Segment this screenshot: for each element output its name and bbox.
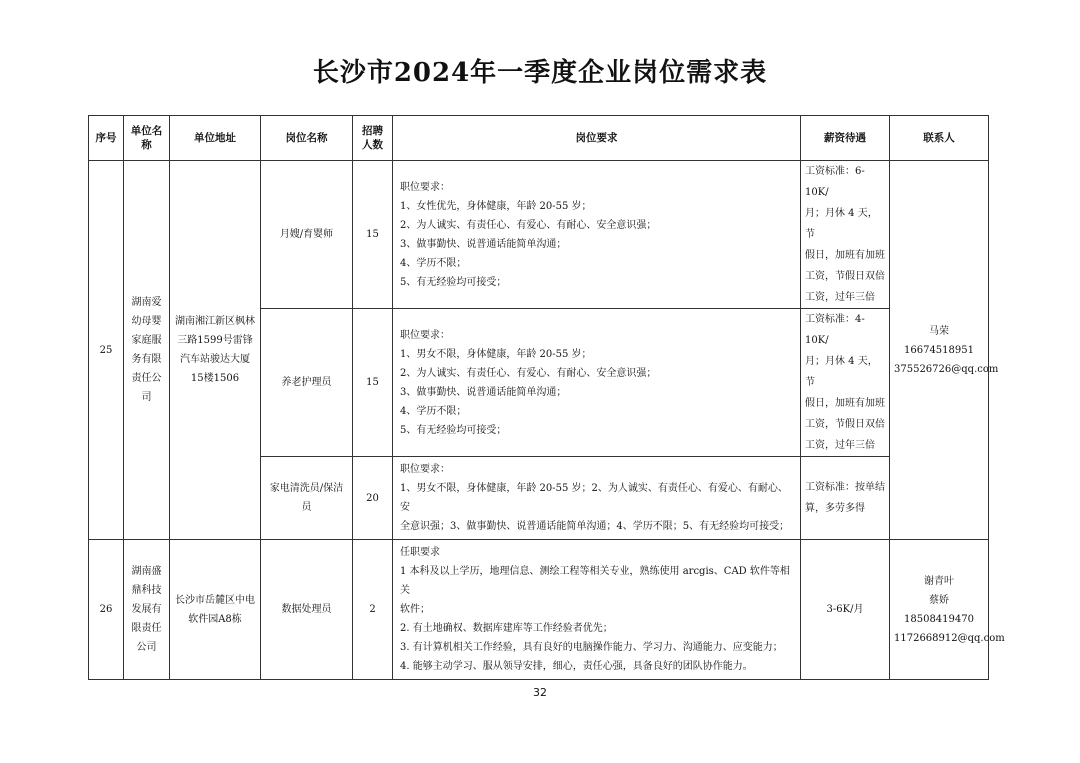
table-row bbox=[89, 161, 989, 309]
salary-line: 月；月休 4 天，节 bbox=[805, 356, 878, 388]
contact-name: 马荣 bbox=[929, 325, 949, 337]
req-line: 软件； bbox=[400, 604, 430, 615]
contact-name-2: 蔡娇 bbox=[929, 594, 949, 606]
salary-line: 工资，节假日双倍 bbox=[805, 271, 885, 282]
salary-line: 工资，过年三倍 bbox=[805, 440, 875, 451]
contact-phone: 18508419470 bbox=[904, 613, 974, 625]
req-line: 职位要求： bbox=[400, 464, 450, 475]
req-line: 3、做事勤快、说普通话能简单沟通； bbox=[400, 386, 567, 398]
cell-position: 月嫂/育婴师 bbox=[261, 161, 353, 309]
salary-line: 算，多劳多得 bbox=[805, 503, 865, 514]
header-count: 招聘人数 bbox=[353, 116, 393, 161]
cell-position: 数据处理员 bbox=[261, 540, 353, 680]
req-line: 4、学历不限； bbox=[400, 405, 467, 417]
req-line: 2、为人诚实、有责任心、有爱心、有耐心、安全意识强； bbox=[400, 367, 657, 379]
contact-name: 谢青叶 bbox=[924, 575, 954, 587]
cell-seq: 26 bbox=[89, 540, 124, 680]
salary-line: 工资，节假日双倍 bbox=[805, 419, 885, 430]
header-salary: 薪资待遇 bbox=[801, 116, 890, 161]
salary-line: 工资标准：按单结 bbox=[805, 482, 885, 493]
req-line: 全意识强；3、做事勤快、说普通话能简单沟通；4、学历不限；5、有无经验均可接受； bbox=[400, 521, 790, 532]
cell-count: 15 bbox=[353, 161, 393, 309]
cell-contact bbox=[890, 161, 999, 540]
header-seq: 序号 bbox=[89, 116, 124, 161]
req-line: 1、男女不限，身体健康，年龄 20-55 岁；2、为人诚实、有责任心、有爱心、有耐心、安 bbox=[400, 483, 788, 513]
page-title: 长沙市2024年一季度企业岗位需求表 bbox=[312, 58, 768, 88]
header-address: 单位地址 bbox=[170, 116, 261, 161]
req-line: 4、学历不限； bbox=[400, 257, 467, 269]
cell-requirements bbox=[393, 457, 801, 540]
req-line: 3. 有计算机相关工作经验，具有良好的电脑操作能力、学习力、沟通能力、应变能力； bbox=[400, 642, 783, 653]
cell-count: 15 bbox=[353, 309, 393, 457]
req-line: 2、为人诚实、有责任心、有爱心、有耐心、安全意识强； bbox=[400, 219, 657, 231]
cell-count: 2 bbox=[353, 540, 393, 680]
cell-contact bbox=[890, 540, 1005, 680]
page-number: 32 bbox=[533, 686, 547, 699]
contact-phone: 16674518951 bbox=[904, 344, 974, 356]
cell-requirements bbox=[393, 161, 801, 309]
req-line: 5、有无经验均可接受； bbox=[400, 276, 507, 288]
cell-address: 湖南湘江新区枫林三路1599号雷锋汽车站骏达大厦15楼1506 bbox=[170, 161, 261, 540]
req-line: 职位要求： bbox=[400, 181, 450, 193]
req-line: 5、有无经验均可接受； bbox=[400, 424, 507, 436]
contact-email: 375526726@qq.com bbox=[894, 363, 999, 375]
salary-line: 工资标准：6-10K/ bbox=[805, 166, 865, 198]
cell-seq: 25 bbox=[89, 161, 124, 540]
cell-position: 养老护理员 bbox=[261, 309, 353, 457]
header-row bbox=[89, 116, 989, 161]
cell-requirements bbox=[393, 309, 801, 457]
cell-company: 湖南盛鼎科技发展有限责任公司 bbox=[124, 540, 170, 680]
salary-line: 假日，加班有加班 bbox=[805, 398, 885, 409]
cell-salary bbox=[801, 457, 890, 540]
header-position: 岗位名称 bbox=[261, 116, 353, 161]
cell-company: 湖南爱幼母婴家庭服务有限责任公司 bbox=[124, 161, 170, 540]
header-requirements: 岗位要求 bbox=[393, 116, 801, 161]
salary-line: 工资标准：4-10K/ bbox=[805, 314, 865, 346]
header-company: 单位名称 bbox=[124, 116, 170, 161]
cell-address: 长沙市岳麓区中电软件园A8栋 bbox=[170, 540, 261, 680]
job-requirements-table bbox=[88, 115, 1005, 680]
req-line: 1 本科及以上学历，地理信息、测绘工程等相关专业，熟练使用 arcgis、CAD 软件等相关 bbox=[400, 566, 790, 596]
req-line: 任职要求 bbox=[400, 547, 440, 558]
cell-requirements bbox=[393, 540, 801, 680]
req-line: 1、女性优先，身体健康，年龄 20-55 岁； bbox=[400, 200, 592, 212]
contact-email: 1172668912@qq.com bbox=[894, 632, 1005, 644]
header-contact: 联系人 bbox=[890, 116, 989, 161]
cell-count: 20 bbox=[353, 457, 393, 540]
salary-line: 假日，加班有加班 bbox=[805, 250, 885, 261]
table-row bbox=[89, 540, 989, 680]
req-line: 3、做事勤快、说普通话能简单沟通； bbox=[400, 238, 567, 250]
req-line: 职位要求： bbox=[400, 329, 450, 341]
req-line: 4. 能够主动学习、服从领导安排，细心，责任心强，具备良好的团队协作能力。 bbox=[400, 661, 753, 672]
req-line: 1、男女不限，身体健康，年龄 20-55 岁； bbox=[400, 348, 592, 360]
salary-line: 月；月休 4 天，节 bbox=[805, 208, 878, 240]
cell-salary bbox=[801, 161, 890, 309]
cell-position: 家电清洗员/保洁员 bbox=[261, 457, 353, 540]
cell-salary: 3-6K/月 bbox=[801, 540, 890, 680]
salary-line: 工资，过年三倍 bbox=[805, 292, 875, 303]
cell-salary bbox=[801, 309, 890, 457]
req-line: 2. 有土地确权、数据库建库等工作经验者优先； bbox=[400, 623, 613, 634]
